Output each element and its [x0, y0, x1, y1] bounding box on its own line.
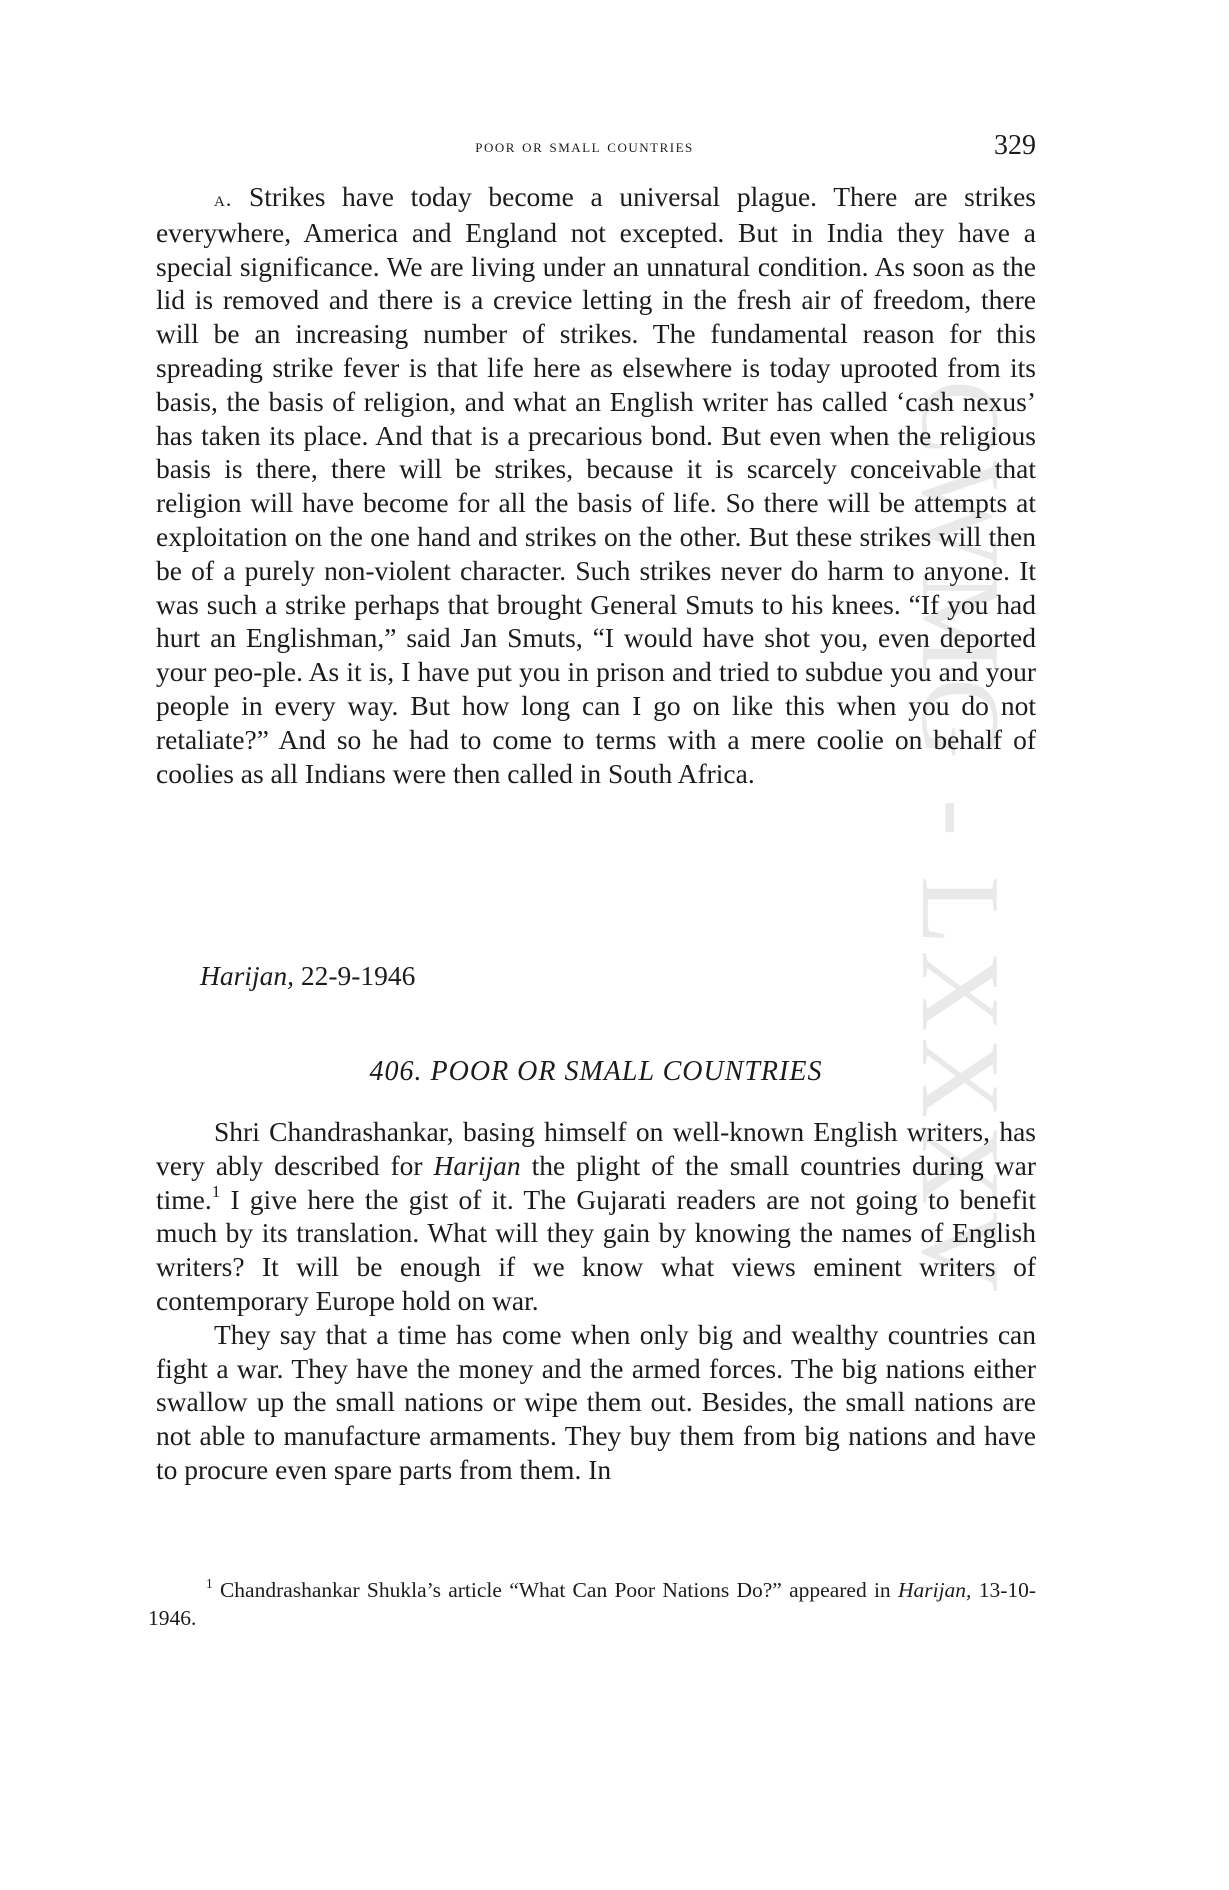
watermark-text: CWMG - LXXXV: [898, 380, 1022, 1299]
answer-label: a.: [214, 186, 233, 211]
p1-italic: Harijan: [433, 1149, 521, 1181]
answer-paragraph: [156, 180, 1036, 790]
source-publication: Harijan,: [200, 960, 294, 991]
p1-part1: Shri Chandrashankar, basing himself on well-known English writers, has very ably described for: [156, 1116, 1036, 1181]
answer-block: [156, 180, 1036, 790]
section-number: 406.: [369, 1056, 423, 1087]
source-date: 22-9-1946: [300, 960, 416, 991]
running-head: [156, 130, 1036, 170]
page-number: 329: [994, 130, 1036, 161]
footnote-italic: Harijan,: [897, 1578, 972, 1602]
p1-part2: the plight of the small countries during war time.: [156, 1149, 1036, 1215]
running-title: poor or small countries: [475, 136, 694, 157]
p1-part3: I give here the gist of it. The Gujarati readers are not going to benefit much by its translation. What will they gain by knowing the names of English writers? It will be enough if we know what views eminent writers of contemporary Europe hold on war.: [156, 1183, 1036, 1316]
footnote-paragraph: [148, 1576, 1036, 1632]
footnote-reference: 1: [211, 1181, 221, 1201]
footnote-marker: 1: [206, 1575, 213, 1591]
footnote-text-2: 13-10-1946.: [148, 1578, 1037, 1630]
source-line: [200, 960, 415, 992]
section-body: [156, 1115, 1036, 1487]
section-title-text: POOR OR SMALL COUNTRIES: [430, 1056, 823, 1087]
footnote-text-1: Chandrashankar Shukla’s article “What Can Poor Nations Do?” appeared in: [219, 1578, 891, 1602]
body-paragraph-2: They say that a time has come when only big and wealthy countries can fight a war. They have the money and the armed forces. The big nations either swallow up the small nations or wipe them out. Besides, the small nations are not able to manufacture armaments. They buy them from big nations and have to procure even spare parts from them. In: [156, 1318, 1036, 1485]
section-title: [156, 1056, 1036, 1088]
footnote: [148, 1576, 1036, 1632]
answer-text: Strikes have today become a universal plague. There are strikes everywhere, America and England not excepted. But in India they have a special significance. We are living under an unnatural condition. As soon as the lid is removed and there is a crevice letting in the fresh air of freedom, there will be an increasing number of strikes. The fundamental reason for this spreading strike fever is that life here as elsewhere is today uprooted from its basis, the basis of religion, and what an English writer has called ‘cash nexus’ has taken its place. And that is a precarious bond. But even when the religious basis is there, there will be strikes, because it is scarcely conceivable that religion will have become for all the basis of life. So there will be attempts at exploitation on the one hand and strikes on the other. But these strikes will then be of a purely non-violent character. Such strikes never do harm to anyone. It was such a strike perhaps that brought General Smuts to his knees. “If you had hurt an Englishman,” said Jan Smuts, “I would have shot you, even deported your peo-ple. As it is, I have put you in prison and tried to subdue you and your people in every way. But how long can I go on like this when you do not retaliate?” And so he had to come to terms with a mere coolie on behalf of coolies as all Indians were then called in South Africa.: [156, 181, 1036, 789]
body-paragraph-1: [156, 1115, 1036, 1318]
